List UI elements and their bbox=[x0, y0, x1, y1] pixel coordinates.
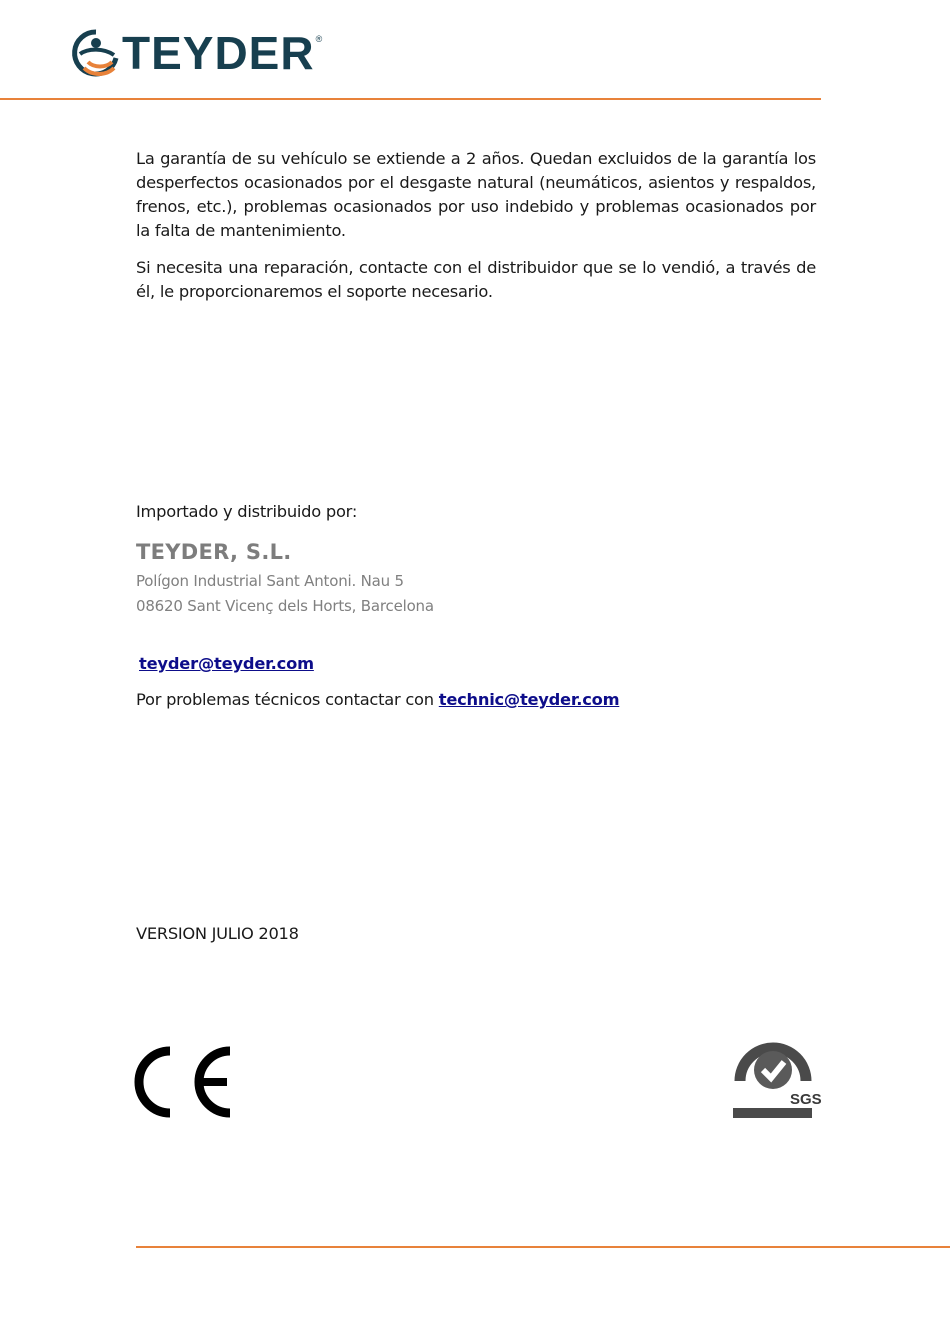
version-label: VERSION JULIO 2018 bbox=[136, 924, 299, 943]
contact-email-row bbox=[139, 652, 314, 676]
company-name: TEYDER, S.L. bbox=[136, 540, 292, 564]
teyder-logo bbox=[72, 28, 322, 78]
registered-mark: ® bbox=[315, 34, 323, 44]
warranty-paragraph: La garantía de su vehículo se extiende a 2 años. Quedan excluidos de la garantía los desperfectos ocasionados por el desgaste natural (neumáticos, asientos y respaldos, frenos, etc.), problemas ocasionados por uso indebido y problemas ocasionados por la falta de mantenimiento. bbox=[136, 149, 816, 240]
header-divider bbox=[0, 98, 821, 100]
tech-support-email-link[interactable]: technic@teyder.com bbox=[438, 690, 620, 709]
address-line-2: 08620 Sant Vicenç dels Horts, Barcelona bbox=[136, 597, 434, 615]
svg-text:SGS: SGS bbox=[790, 1091, 822, 1108]
footer-divider bbox=[136, 1246, 950, 1248]
sgs-iso-certification-icon bbox=[732, 1025, 822, 1119]
repair-paragraph: Si necesita una reparación, contacte con el distribuidor que se lo vendió, a través de él, le proporcionaremos el soporte necesario. bbox=[136, 258, 816, 301]
tech-support-label: Por problemas técnicos contactar con bbox=[136, 690, 434, 709]
ce-mark-icon bbox=[135, 1047, 233, 1117]
distributor-intro: Importado y distribuido por: bbox=[136, 502, 358, 521]
tech-support-row bbox=[136, 688, 619, 712]
logo-wordmark: TEYDER bbox=[122, 27, 315, 79]
teyder-logo-icon bbox=[72, 28, 120, 78]
contact-email-link[interactable]: teyder@teyder.com bbox=[139, 654, 314, 673]
address-line-1: Polígon Industrial Sant Antoni. Nau 5 bbox=[136, 572, 404, 590]
